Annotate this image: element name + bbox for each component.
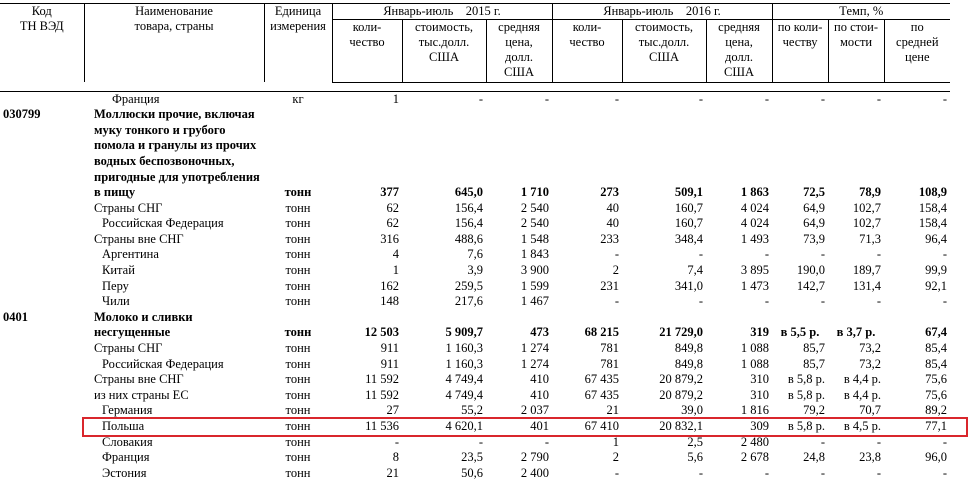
value-2016-cell: - xyxy=(698,294,704,309)
name-cell: Китай xyxy=(102,263,135,278)
rate-avg-cell: - xyxy=(942,434,948,449)
rate-qty-header: по коли- честву xyxy=(772,20,828,82)
rate-qty-cell: 64,9 xyxy=(803,200,826,215)
rate-value-cell: - xyxy=(876,247,882,262)
code-cell xyxy=(0,466,84,482)
value-2016-cell: 20 879,2 xyxy=(659,372,704,387)
value-2016-cell: 509,1 xyxy=(674,185,704,200)
value-2015-cell: 5 909,7 xyxy=(445,325,483,340)
rate-qty-cell: - xyxy=(820,294,826,309)
unit-cell: тонн xyxy=(285,372,311,387)
rate-avg-cell: - xyxy=(942,247,948,262)
qty-2016-cell: - xyxy=(614,294,620,309)
unit-cell: тонн xyxy=(285,419,311,433)
qty-2016-cell: 67 410 xyxy=(584,419,620,433)
rate-qty-cell: - xyxy=(820,465,826,480)
code-cell xyxy=(0,388,84,404)
avg-2015-cell: 1 548 xyxy=(520,231,550,246)
code-cell: 030799 xyxy=(3,107,41,122)
table-row xyxy=(0,279,950,295)
rate-value-cell: в 3,7 р. xyxy=(836,325,876,340)
code-cell xyxy=(0,435,84,451)
code-cell xyxy=(0,403,84,419)
qty-2016-cell: 21 xyxy=(606,403,620,418)
avg-2015-cell: 410 xyxy=(530,387,550,402)
qty-2016-cell: 273 xyxy=(600,185,620,200)
avg-2016-cell: 2 678 xyxy=(740,450,770,465)
value-2016-cell: 160,7 xyxy=(674,200,704,215)
unit-cell: тонн xyxy=(285,231,311,246)
rate-qty-cell: в 5,8 р. xyxy=(787,419,826,433)
table-row xyxy=(0,372,950,388)
trade-table xyxy=(0,3,950,481)
qty-2016-cell: 1 xyxy=(612,434,620,449)
rate-avg-cell: 96,4 xyxy=(925,231,948,246)
code-cell xyxy=(0,419,84,435)
code-cell: 0401 xyxy=(3,309,28,324)
unit-cell: тонн xyxy=(285,403,311,418)
qty-2015-header: коли- чество xyxy=(332,20,402,82)
avg-2016-cell: 309 xyxy=(750,419,770,433)
value-2016-cell: 20 879,2 xyxy=(659,387,704,402)
avg-2016-cell: 2 480 xyxy=(740,434,770,449)
rate-avg-cell: - xyxy=(942,91,948,106)
avg-2016-cell: 310 xyxy=(750,387,770,402)
name-cell: Эстония xyxy=(102,465,147,480)
unit-cell: тонн xyxy=(285,450,311,465)
rate-value-cell: - xyxy=(876,294,882,309)
avg-2016-cell: 1 088 xyxy=(740,356,770,371)
avg-2015-cell: 2 540 xyxy=(520,216,550,231)
name-cell: Страны вне СНГ xyxy=(94,231,184,246)
qty-2016-cell: - xyxy=(614,247,620,262)
unit-cell: тонн xyxy=(285,434,311,449)
qty-2015-cell: 11 592 xyxy=(365,387,399,402)
table-row xyxy=(0,247,950,263)
table-row xyxy=(0,263,950,279)
value-2015-cell: - xyxy=(478,91,483,106)
name-cell: Франция xyxy=(102,450,150,465)
qty-2015-cell: 11 536 xyxy=(365,419,399,433)
table-row xyxy=(0,388,950,404)
qty-2016-cell: 67 435 xyxy=(584,372,620,387)
rate-qty-cell: - xyxy=(820,91,826,106)
value-2016-cell: 21 729,0 xyxy=(659,325,704,340)
code-cell xyxy=(0,201,84,217)
qty-2016-cell: 40 xyxy=(606,216,620,231)
value-2015-cell: 645,0 xyxy=(454,185,483,200)
avg-2015-cell: - xyxy=(544,434,550,449)
table-row xyxy=(0,466,950,482)
unit-cell: кг xyxy=(292,91,304,106)
rate-value-cell: 23,8 xyxy=(859,450,882,465)
table-row xyxy=(0,201,950,217)
code-cell xyxy=(0,341,84,357)
rate-value-cell: 102,7 xyxy=(852,216,882,231)
qty-2016-cell: - xyxy=(614,91,620,106)
avg-2015-cell: 410 xyxy=(530,372,550,387)
qty-2016-cell: 2 xyxy=(612,450,620,465)
qty-2015-cell: 377 xyxy=(380,185,399,200)
rate-qty-cell: 142,7 xyxy=(796,278,826,293)
rate-header: Темп, % xyxy=(772,4,950,20)
value-2015-header: стоимость, тыс.долл. США xyxy=(402,20,486,82)
qty-2015-cell: 21 xyxy=(386,465,399,480)
value-2016-cell: - xyxy=(698,247,704,262)
unit-cell: тонн xyxy=(285,216,311,231)
avg-2016-cell: - xyxy=(764,294,770,309)
avg-2016-cell: 1 088 xyxy=(740,341,770,356)
value-2016-cell: 2,5 xyxy=(687,434,704,449)
rate-avg-cell: 96,0 xyxy=(925,450,948,465)
value-2015-cell: 23,5 xyxy=(461,450,483,465)
table-row xyxy=(0,294,950,310)
avg-2015-cell: 2 790 xyxy=(520,450,550,465)
qty-2016-cell: 67 435 xyxy=(584,387,620,402)
rate-value-cell: 73,2 xyxy=(859,341,882,356)
name-cell: Моллюски прочие, включая муку тонкого и грубого помола и гранулы из прочих водных беспозвоночных, пригодные для употребления в пищу xyxy=(94,107,260,200)
avg-2016-cell: 1 863 xyxy=(740,185,770,200)
value-2016-cell: - xyxy=(698,465,704,480)
name-cell: из них страны ЕС xyxy=(94,387,189,402)
value-2015-cell: 4 749,4 xyxy=(445,372,483,387)
qty-2015-cell: 62 xyxy=(386,216,399,231)
value-2015-cell: 4 620,1 xyxy=(445,419,483,433)
avg-2016-cell: - xyxy=(764,91,770,106)
qty-2015-cell: 911 xyxy=(380,356,399,371)
value-2016-cell: 39,0 xyxy=(681,403,704,418)
code-cell xyxy=(0,294,84,310)
unit-cell: тонн xyxy=(285,278,311,293)
rate-value-cell: 78,9 xyxy=(859,185,882,200)
avg-2015-cell: 1 710 xyxy=(520,185,550,200)
value-2015-cell: 259,5 xyxy=(454,278,483,293)
rate-qty-cell: 73,9 xyxy=(803,231,826,246)
qty-2015-cell: - xyxy=(394,434,399,449)
col-unit-header: Единица измерения xyxy=(264,4,332,83)
value-2016-cell: 160,7 xyxy=(674,216,704,231)
rate-avg-cell: - xyxy=(942,465,948,480)
unit-cell: тонн xyxy=(284,185,312,200)
unit-cell: тонн xyxy=(284,325,312,340)
rate-qty-cell: - xyxy=(820,434,826,449)
code-cell xyxy=(0,279,84,295)
code-cell xyxy=(0,232,84,248)
avg-2016-cell: - xyxy=(764,465,770,480)
rate-qty-cell: 24,8 xyxy=(803,450,826,465)
rate-value-cell: 102,7 xyxy=(852,200,882,215)
unit-cell: тонн xyxy=(285,356,311,371)
rate-qty-cell: в 5,5 р. xyxy=(780,325,820,340)
qty-2016-cell: 2 xyxy=(612,263,620,278)
qty-2015-cell: 316 xyxy=(380,231,399,246)
code-cell xyxy=(0,450,84,466)
rate-avg-cell: 92,1 xyxy=(925,278,948,293)
value-2015-cell: 156,4 xyxy=(454,216,483,231)
code-cell xyxy=(0,372,84,388)
name-cell: Франция xyxy=(112,91,160,106)
qty-2015-cell: 8 xyxy=(392,450,399,465)
value-2016-cell: 20 832,1 xyxy=(659,419,704,433)
avg-2015-cell: 1 274 xyxy=(520,356,550,371)
value-2016-cell: 849,8 xyxy=(674,341,704,356)
value-2015-cell: 3,9 xyxy=(467,263,483,278)
table-row xyxy=(0,310,950,341)
rate-avg-cell: 158,4 xyxy=(918,216,948,231)
avg-2015-cell: 1 467 xyxy=(520,294,550,309)
rate-value-cell: 71,3 xyxy=(859,231,882,246)
qty-2015-cell: 12 503 xyxy=(364,325,399,340)
qty-2016-cell: 781 xyxy=(600,356,620,371)
rate-value-cell: в 4,4 р. xyxy=(843,372,882,387)
qty-2015-cell: 911 xyxy=(380,341,399,356)
period-2015-header: Январь-июль 2015 г. xyxy=(332,4,552,20)
rate-value-cell: в 4,5 р. xyxy=(843,419,882,433)
table-row xyxy=(0,435,950,451)
value-2016-cell: 7,4 xyxy=(687,263,704,278)
name-cell: Российская Федерация xyxy=(102,216,224,231)
avg-2015-cell: 1 843 xyxy=(520,247,550,262)
rate-value-cell: 70,7 xyxy=(859,403,882,418)
rate-qty-cell: 85,7 xyxy=(803,341,826,356)
value-2015-cell: 1 160,3 xyxy=(445,356,483,371)
rate-qty-cell: 79,2 xyxy=(803,403,826,418)
unit-cell: тонн xyxy=(285,294,311,309)
avg-2016-header: средняя цена, долл. США xyxy=(706,20,772,82)
qty-2015-cell: 4 xyxy=(392,247,399,262)
avg-2015-cell: 1 599 xyxy=(520,278,550,293)
value-2016-cell: 348,4 xyxy=(674,231,704,246)
value-2016-cell: 341,0 xyxy=(674,278,704,293)
rate-qty-cell: 64,9 xyxy=(803,216,826,231)
rate-qty-cell: - xyxy=(820,247,826,262)
name-cell: Чили xyxy=(102,294,130,309)
value-2016-cell: 849,8 xyxy=(674,356,704,371)
avg-2015-cell: 2 400 xyxy=(520,465,550,480)
table-row xyxy=(0,450,950,466)
table-row xyxy=(0,91,950,107)
rate-qty-cell: 72,5 xyxy=(803,185,826,200)
avg-2015-cell: - xyxy=(544,91,550,106)
qty-2016-cell: 233 xyxy=(600,231,620,246)
value-2015-cell: 156,4 xyxy=(454,200,483,215)
table-row xyxy=(0,216,950,232)
col-code-header: Код ТН ВЭД xyxy=(0,4,84,83)
rate-avg-cell: 108,9 xyxy=(918,185,948,200)
rate-avg-cell: - xyxy=(942,294,948,309)
value-2015-cell: - xyxy=(478,434,483,449)
qty-2016-cell: 40 xyxy=(606,200,620,215)
avg-2016-cell: 1 493 xyxy=(740,231,770,246)
rate-avg-cell: 67,4 xyxy=(925,325,948,340)
avg-2015-cell: 2 037 xyxy=(520,403,550,418)
value-2016-cell: 5,6 xyxy=(687,450,704,465)
qty-2016-cell: 68 215 xyxy=(584,325,620,340)
qty-2015-cell: 27 xyxy=(386,403,399,418)
rate-qty-cell: 190,0 xyxy=(796,263,826,278)
name-cell: Страны СНГ xyxy=(94,341,163,356)
avg-2015-cell: 2 540 xyxy=(520,200,550,215)
rate-value-cell: в 4,4 р. xyxy=(843,387,882,402)
name-cell: Перу xyxy=(102,278,129,293)
rate-avg-cell: 89,2 xyxy=(925,403,948,418)
avg-2016-cell: 4 024 xyxy=(740,200,770,215)
table-row xyxy=(0,341,950,357)
name-cell: Страны вне СНГ xyxy=(94,372,184,387)
value-2015-cell: 50,6 xyxy=(461,465,483,480)
table-row xyxy=(0,403,950,419)
code-cell xyxy=(0,91,84,107)
rate-value-cell: - xyxy=(876,465,882,480)
value-2015-cell: 217,6 xyxy=(454,294,483,309)
rate-value-cell: - xyxy=(876,434,882,449)
qty-2016-cell: - xyxy=(614,465,620,480)
rate-value-cell: - xyxy=(876,91,882,106)
value-2016-header: стоимость, тыс.долл. США xyxy=(622,20,706,82)
value-2015-cell: 7,6 xyxy=(467,247,483,262)
rate-value-header: по стои- мости xyxy=(828,20,884,82)
col-name-header: Наименование товара, страны xyxy=(84,4,264,83)
name-cell: Германия xyxy=(102,403,153,418)
rate-qty-cell: в 5,8 р. xyxy=(787,387,826,402)
avg-2016-cell: 1 816 xyxy=(740,403,770,418)
rate-qty-cell: в 5,8 р. xyxy=(787,372,826,387)
qty-2015-cell: 1 xyxy=(392,263,399,278)
avg-2015-header: средняя цена, долл. США xyxy=(486,20,552,82)
name-cell: Аргентина xyxy=(102,247,159,262)
rate-avg-header: по средней цене xyxy=(884,20,950,82)
name-cell: Российская Федерация xyxy=(102,356,224,371)
value-2015-cell: 4 749,4 xyxy=(445,387,483,402)
avg-2016-cell: 319 xyxy=(750,325,770,340)
unit-cell: тонн xyxy=(285,247,311,262)
rate-value-cell: 131,4 xyxy=(852,278,882,293)
rate-qty-cell: 85,7 xyxy=(803,356,826,371)
rate-avg-cell: 77,1 xyxy=(925,419,948,433)
code-cell xyxy=(0,263,84,279)
qty-2015-cell: 148 xyxy=(380,294,399,309)
qty-2016-cell: 231 xyxy=(600,278,620,293)
value-2015-cell: 488,6 xyxy=(454,231,483,246)
qty-2015-cell: 1 xyxy=(392,91,399,106)
code-cell xyxy=(0,216,84,232)
name-cell: Молоко и сливки несгущенные xyxy=(94,309,193,340)
name-cell: Польша xyxy=(102,419,145,433)
value-2015-cell: 55,2 xyxy=(461,403,483,418)
avg-2016-cell: 1 473 xyxy=(740,278,770,293)
table-row xyxy=(0,419,950,435)
avg-2015-cell: 401 xyxy=(530,419,550,433)
avg-2016-cell: 4 024 xyxy=(740,216,770,231)
qty-2016-header: коли- чество xyxy=(552,20,622,82)
rate-avg-cell: 158,4 xyxy=(918,200,948,215)
qty-2016-cell: 781 xyxy=(600,341,620,356)
period-2016-header: Январь-июль 2016 г. xyxy=(552,4,772,20)
avg-2016-cell: 310 xyxy=(750,372,770,387)
table-row xyxy=(0,232,950,248)
code-cell xyxy=(0,247,84,263)
value-2015-cell: 1 160,3 xyxy=(445,341,483,356)
code-cell xyxy=(0,357,84,373)
qty-2015-cell: 11 592 xyxy=(365,372,399,387)
avg-2016-cell: 3 895 xyxy=(740,263,770,278)
avg-2015-cell: 1 274 xyxy=(520,341,550,356)
qty-2015-cell: 62 xyxy=(386,200,399,215)
unit-cell: тонн xyxy=(285,263,311,278)
unit-cell: тонн xyxy=(285,465,311,480)
qty-2015-cell: 162 xyxy=(380,278,399,293)
unit-cell: тонн xyxy=(285,200,311,215)
rate-avg-cell: 85,4 xyxy=(925,341,948,356)
rate-avg-cell: 75,6 xyxy=(925,372,948,387)
rate-avg-cell: 99,9 xyxy=(925,263,948,278)
name-cell: Словакия xyxy=(102,434,153,449)
rate-avg-cell: 75,6 xyxy=(925,387,948,402)
avg-2016-cell: - xyxy=(764,247,770,262)
rate-value-cell: 73,2 xyxy=(859,356,882,371)
table-row xyxy=(0,357,950,373)
rate-value-cell: 189,7 xyxy=(852,263,882,278)
table-row xyxy=(0,107,950,201)
unit-cell: тонн xyxy=(285,341,311,356)
avg-2015-cell: 473 xyxy=(530,325,550,340)
unit-cell: тонн xyxy=(285,387,311,402)
rate-avg-cell: 85,4 xyxy=(925,356,948,371)
name-cell: Страны СНГ xyxy=(94,200,163,215)
avg-2015-cell: 3 900 xyxy=(520,263,550,278)
value-2016-cell: - xyxy=(698,91,704,106)
